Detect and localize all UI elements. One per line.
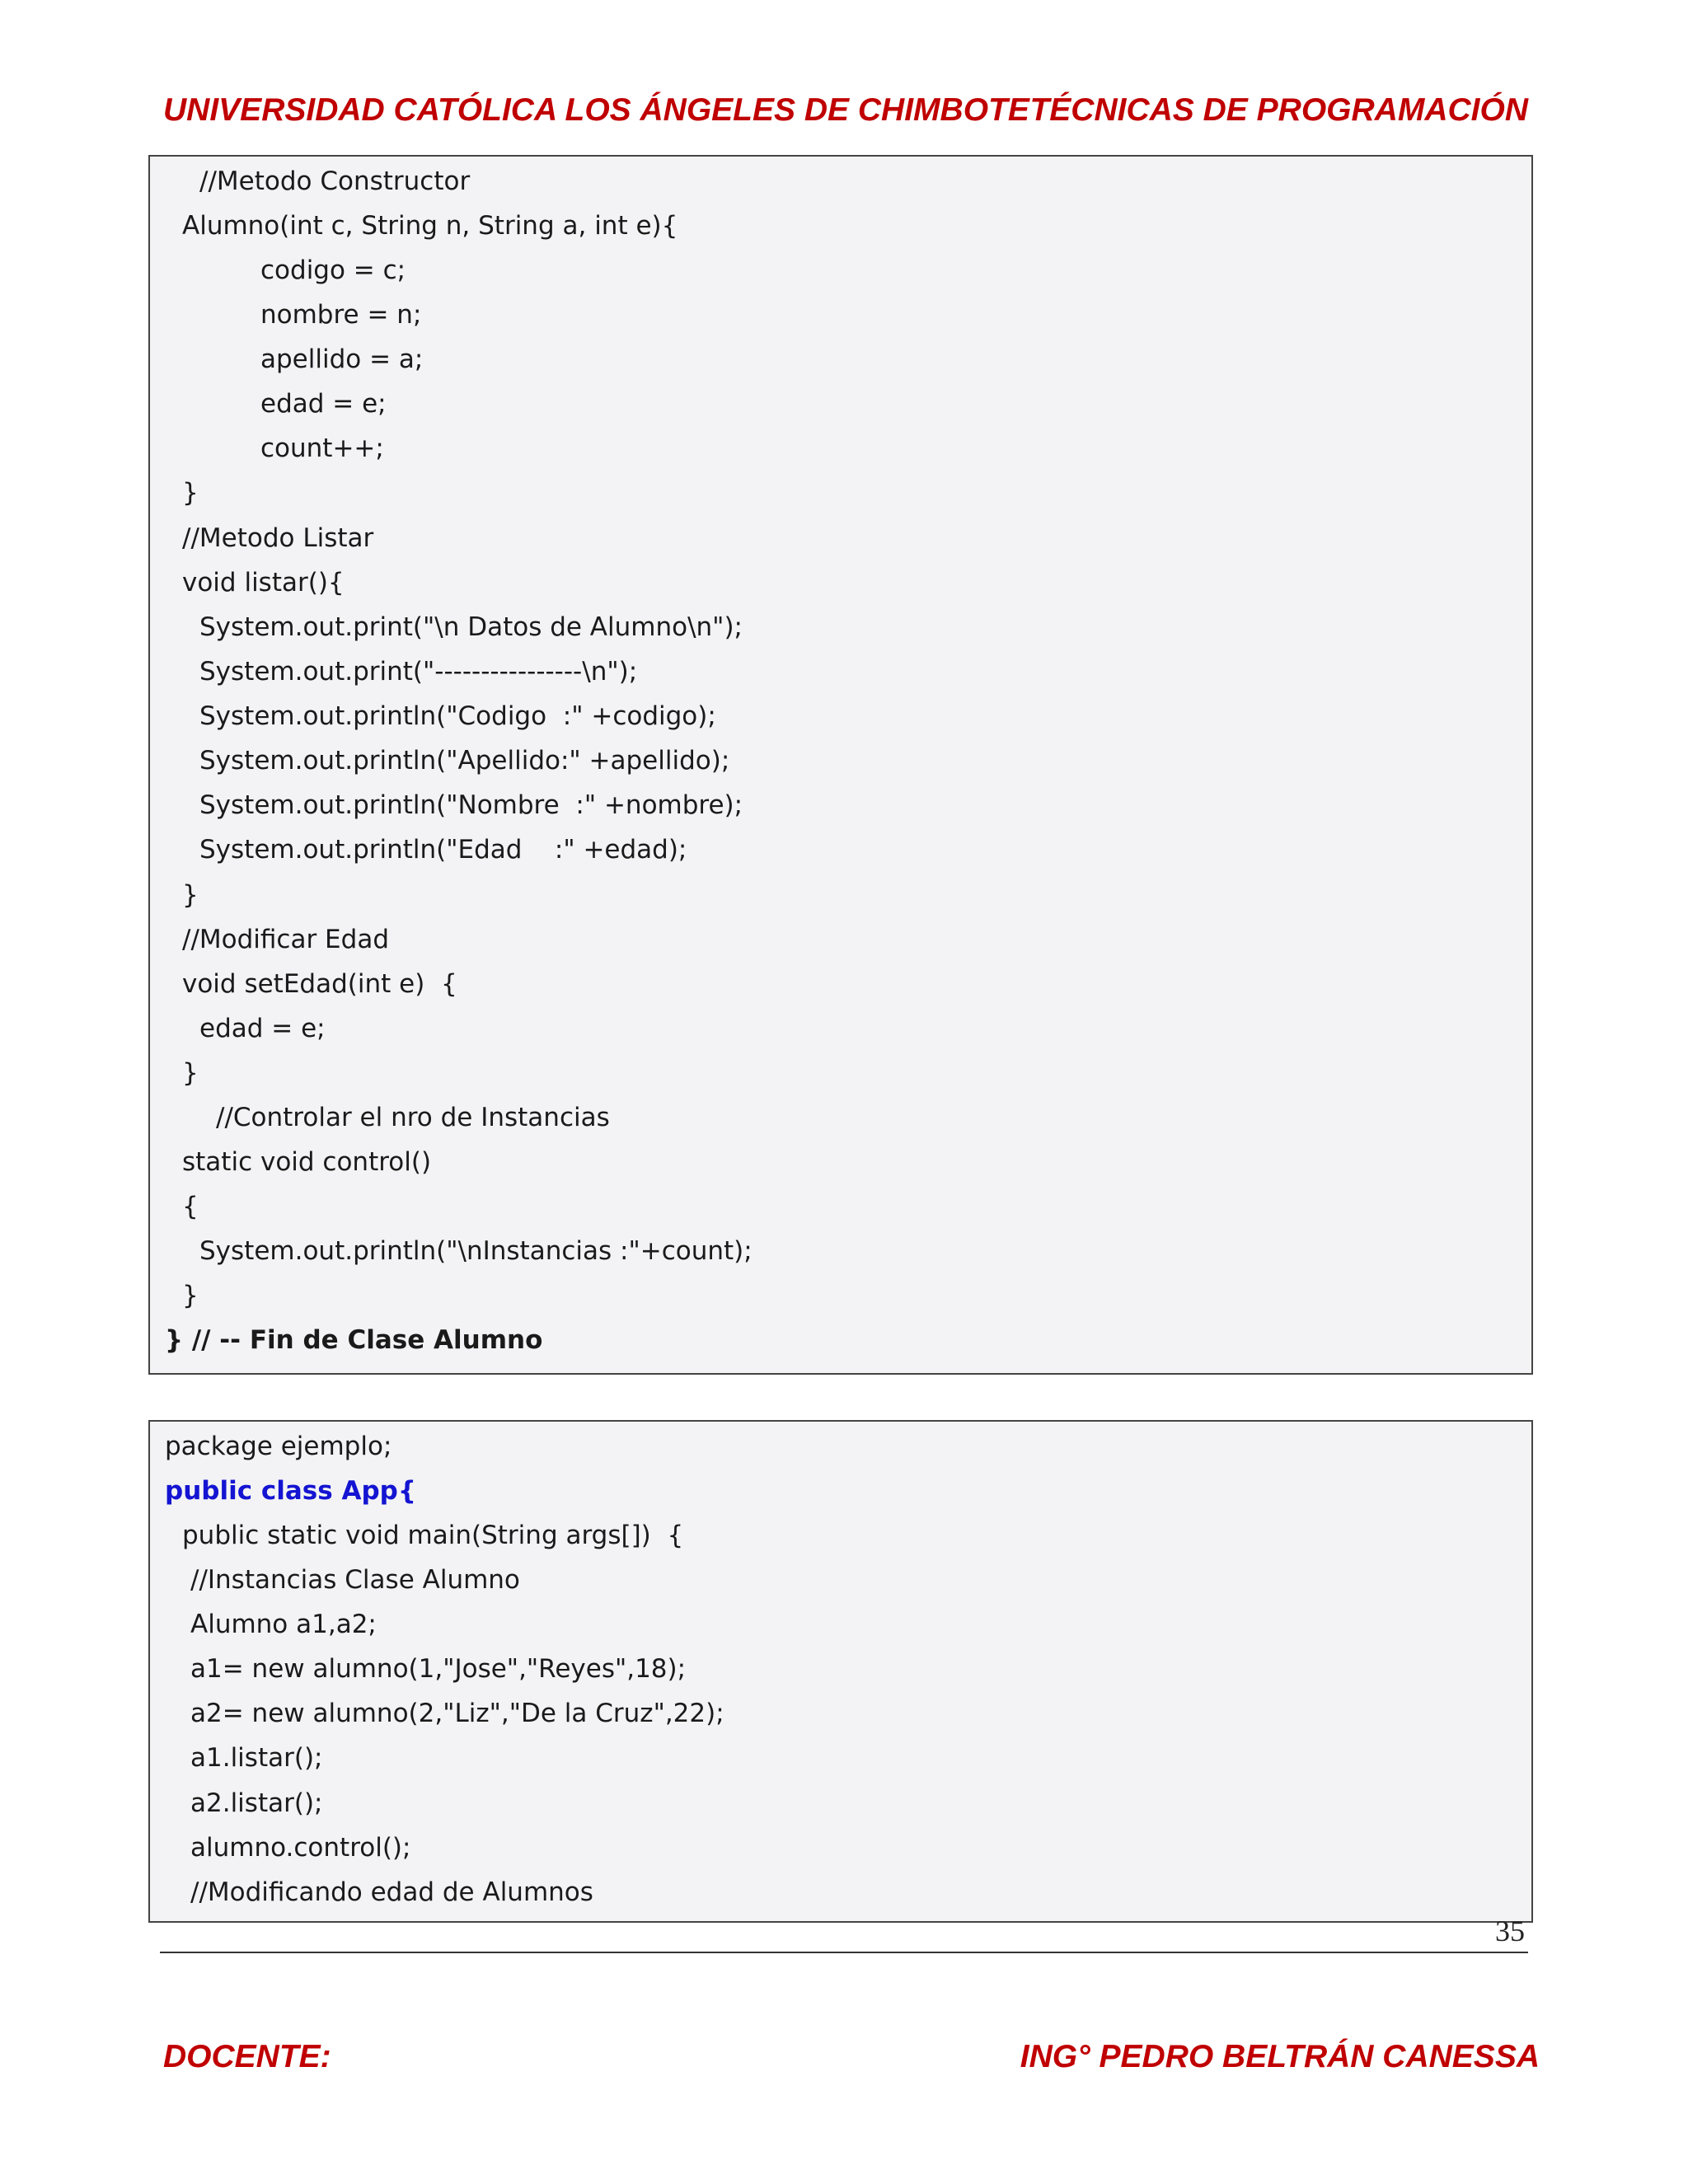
code-line: //Modificando edad de Alumnos bbox=[190, 1877, 593, 1907]
code-line: System.out.println("Apellido:" +apellido); bbox=[199, 746, 730, 776]
code-line: Alumno a1,a2; bbox=[190, 1610, 377, 1639]
code-line: static void control() bbox=[182, 1147, 432, 1177]
code-line: System.out.println("Edad :" +edad); bbox=[199, 835, 687, 865]
code-line: package ejemplo; bbox=[165, 1432, 392, 1461]
code-line: public static void main(String args[]) { bbox=[182, 1521, 684, 1550]
code-line: nombre = n; bbox=[260, 300, 422, 330]
code-line: apellido = a; bbox=[260, 344, 424, 374]
code-line: } bbox=[182, 478, 199, 508]
code-line: Alumno(int c, String n, String a, int e){ bbox=[182, 211, 678, 241]
code-line: a1.listar(); bbox=[190, 1743, 323, 1773]
footer-label: DOCENTE: bbox=[163, 2039, 331, 2074]
code-line: System.out.print("----------------\n"); bbox=[199, 657, 638, 687]
code-line: //Controlar el nro de Instancias bbox=[216, 1103, 610, 1132]
code-line: edad = e; bbox=[260, 389, 387, 419]
code-line-class-end: } // -- Fin de Clase Alumno bbox=[165, 1325, 543, 1355]
code-line: edad = e; bbox=[199, 1014, 326, 1043]
code-line: a2.listar(); bbox=[190, 1788, 323, 1818]
footer-teacher: ING° PEDRO BELTRÁN CANESSA bbox=[1020, 2039, 1540, 2074]
header-course: TÉCNICAS DE PROGRAMACIÓN bbox=[1029, 92, 1528, 128]
code-line-class-declaration: public class App{ bbox=[165, 1476, 416, 1506]
header-institution: UNIVERSIDAD CATÓLICA LOS ÁNGELES DE CHIMBOTE bbox=[163, 92, 1029, 128]
page-number: 35 bbox=[1495, 1915, 1525, 1947]
code-line: //Modificar Edad bbox=[182, 925, 389, 954]
code-line: void listar(){ bbox=[182, 568, 345, 598]
code-line: count++; bbox=[260, 434, 384, 463]
code-line: { bbox=[182, 1192, 199, 1221]
code-line: //Metodo Listar bbox=[182, 523, 374, 553]
code-line: System.out.println("\nInstancias :"+count); bbox=[199, 1236, 753, 1266]
code-line: void setEdad(int e) { bbox=[182, 969, 457, 999]
code-line: System.out.println("Nombre :" +nombre); bbox=[199, 790, 743, 820]
code-line: alumno.control(); bbox=[190, 1833, 411, 1863]
code-line: } bbox=[182, 1058, 199, 1088]
code-line: a1= new alumno(1,"Jose","Reyes",18); bbox=[190, 1654, 687, 1684]
code-line: } bbox=[182, 1281, 199, 1310]
footer-divider bbox=[160, 1952, 1528, 1953]
code-line: //Instancias Clase Alumno bbox=[190, 1565, 520, 1595]
code-line: System.out.print("\n Datos de Alumno\n"); bbox=[199, 612, 743, 642]
code-line: } bbox=[182, 880, 199, 910]
code-block-alumno bbox=[148, 155, 1533, 1375]
code-line: a2= new alumno(2,"Liz","De la Cruz",22); bbox=[190, 1699, 724, 1728]
code-line: //Metodo Constructor bbox=[199, 166, 471, 196]
code-block-app bbox=[148, 1420, 1533, 1923]
code-line: System.out.println("Codigo :" +codigo); bbox=[199, 701, 716, 731]
code-line: codigo = c; bbox=[260, 255, 406, 285]
